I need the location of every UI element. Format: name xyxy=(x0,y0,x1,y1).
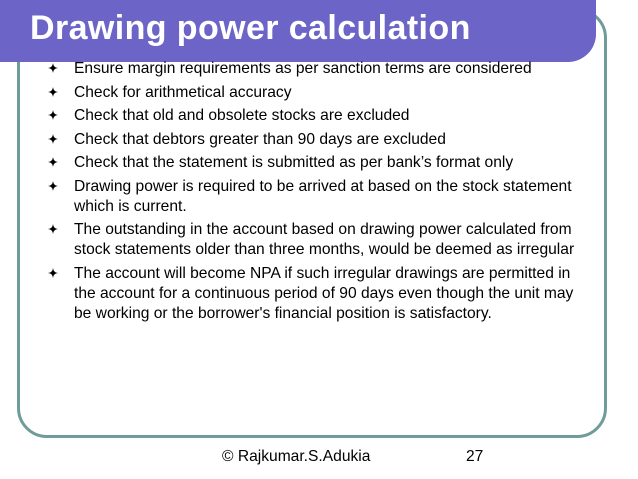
bullet-item xyxy=(48,153,588,173)
bullet-item xyxy=(48,59,588,79)
diamond-bullet-icon xyxy=(48,157,58,167)
diamond-bullet-icon xyxy=(48,224,58,234)
diamond-bullet-icon xyxy=(48,110,58,120)
bullet-text: Ensure margin requirements as per sanction terms are considered xyxy=(74,60,532,77)
bullet-item xyxy=(48,106,588,126)
bullet-item xyxy=(48,264,588,324)
bullet-text: Check that old and obsolete stocks are excluded xyxy=(74,107,410,124)
bullet-text: Check that debtors greater than 90 days are excluded xyxy=(74,130,446,148)
footer-credit: © Rajkumar.S.Adukia xyxy=(222,448,371,465)
title-bar xyxy=(0,0,596,62)
bullet-item xyxy=(48,130,588,150)
bullet-text: Check that the statement is submitted as per bank’s format only xyxy=(74,154,514,171)
diamond-bullet-icon xyxy=(48,181,58,191)
page-number: 27 xyxy=(466,448,484,465)
diamond-bullet-icon xyxy=(48,268,58,278)
diamond-bullet-icon xyxy=(48,63,58,73)
bullet-item xyxy=(48,83,588,103)
slide-title: Drawing power calculation xyxy=(30,9,471,47)
bullet-list xyxy=(48,59,588,327)
bullet-item xyxy=(48,220,588,260)
bullet-item xyxy=(48,177,588,217)
diamond-bullet-icon xyxy=(48,134,58,144)
diamond-bullet-icon xyxy=(48,87,58,97)
bullet-text: The outstanding in the account based on drawing power calculated from stock statements older than three months, would be deemed as irregular xyxy=(74,221,575,258)
bullet-text: Check for arithmetical accuracy xyxy=(74,83,292,101)
bullet-text: Drawing power is required to be arrived at based on the stock statement which is current. xyxy=(74,177,572,215)
bullet-text: The account will become NPA if such irregular drawings are permitted in the account for a continuous period of 90 days even though the unit may be working or the borrower's financial position is satisfactory. xyxy=(74,264,574,322)
